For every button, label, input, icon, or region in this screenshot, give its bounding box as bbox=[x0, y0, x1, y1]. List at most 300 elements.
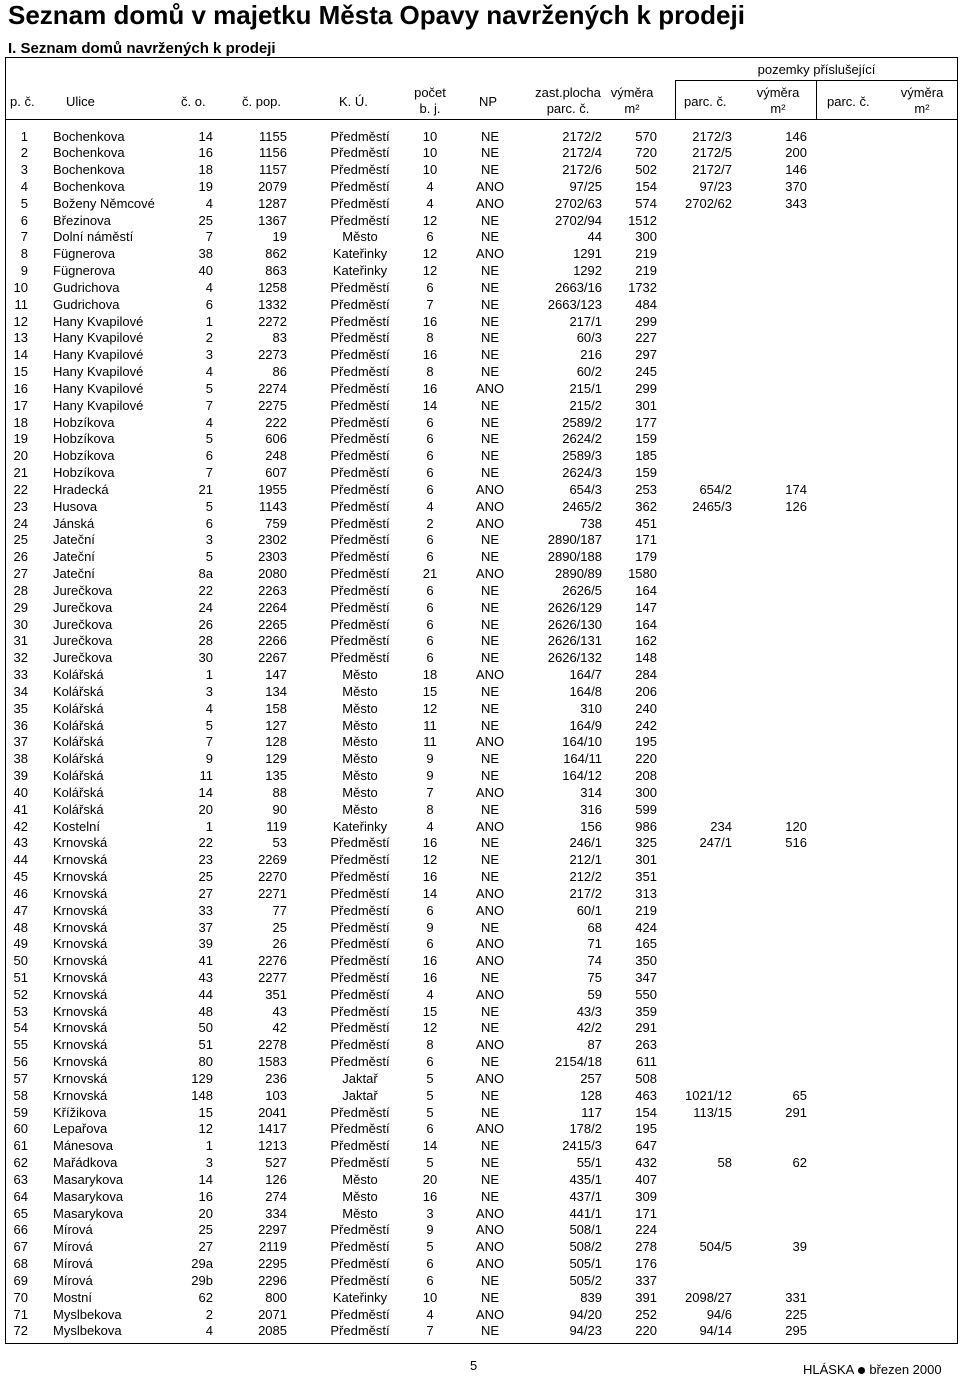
cell-zast-parc: 2172/4 bbox=[562, 145, 602, 161]
cell-c-pop: 1156 bbox=[259, 145, 287, 161]
cell-c-o: 1 bbox=[205, 1138, 213, 1154]
cell-zast-parc: 164/12 bbox=[562, 768, 602, 784]
cell-p-c: 34 bbox=[13, 683, 28, 699]
cell-k-u: Město bbox=[342, 1205, 378, 1221]
cell-ulice: Mírová bbox=[53, 1272, 93, 1288]
cell-c-o: 6 bbox=[205, 296, 213, 312]
cell-c-o: 30 bbox=[198, 650, 213, 666]
table-row bbox=[0, 144, 960, 161]
cell-zast-parc: 164/8 bbox=[569, 683, 602, 699]
cell-ulice: Husova bbox=[53, 498, 98, 514]
col-header-vymera2-1: výměra bbox=[900, 85, 944, 100]
cell-c-o: 4 bbox=[205, 364, 213, 380]
cell-c-pop: 88 bbox=[272, 784, 287, 800]
cell-vymera: 299 bbox=[635, 313, 657, 329]
cell-c-pop: 2278 bbox=[258, 1037, 287, 1053]
cell-np: ANO bbox=[475, 195, 505, 211]
table-row bbox=[0, 649, 960, 666]
cell-zast-parc: 60/1 bbox=[576, 902, 602, 918]
cell-ulice: Mírová bbox=[53, 1222, 93, 1238]
cell-pocet-bj: 6 bbox=[426, 229, 434, 245]
cell-c-pop: 606 bbox=[265, 431, 287, 447]
cell-ulice: Hany Kvapilové bbox=[53, 380, 144, 396]
bullet-icon bbox=[858, 1367, 865, 1374]
cell-p-c: 17 bbox=[13, 397, 28, 413]
col-header-vymera-2: m² bbox=[624, 101, 640, 116]
table-row bbox=[0, 1205, 960, 1222]
cell-zast-parc: 2702/94 bbox=[555, 212, 602, 228]
cell-p-c: 72 bbox=[13, 1323, 28, 1339]
cell-np: NE bbox=[480, 364, 500, 380]
cell-c-o: 20 bbox=[198, 1205, 213, 1221]
cell-k-u: Předměstí bbox=[330, 1155, 390, 1171]
table-row bbox=[0, 346, 960, 363]
col-header-zast-2: parc. č. bbox=[546, 101, 590, 116]
cell-pocet-bj: 16 bbox=[422, 970, 438, 985]
cell-np: NE bbox=[480, 212, 500, 228]
col-header-k-u: K. Ú. bbox=[339, 94, 368, 109]
cell-k-u: Předměstí bbox=[330, 835, 390, 851]
cell-p-c: 54 bbox=[13, 1020, 28, 1036]
cell-pocet-bj: 8 bbox=[426, 801, 434, 817]
cell-c-o: 22 bbox=[198, 582, 213, 598]
cell-zast-parc: 75 bbox=[587, 970, 602, 985]
cell-pocet-bj: 6 bbox=[426, 1054, 434, 1070]
cell-vymera1: 39 bbox=[792, 1239, 807, 1255]
cell-c-pop: 2079 bbox=[258, 178, 287, 194]
cell-c-o: 4 bbox=[205, 414, 213, 430]
table-row bbox=[0, 178, 960, 195]
cell-ulice: Hany Kvapilové bbox=[53, 364, 144, 380]
cell-zast-parc: 2890/187 bbox=[547, 532, 602, 548]
cell-k-u: Město bbox=[342, 683, 378, 699]
cell-vymera: 253 bbox=[635, 481, 657, 497]
cell-c-pop: 135 bbox=[265, 768, 287, 784]
table-row bbox=[0, 161, 960, 178]
cell-c-pop: 334 bbox=[265, 1205, 287, 1221]
cell-np: ANO bbox=[475, 734, 505, 750]
cell-vymera1: 200 bbox=[785, 145, 807, 161]
cell-zast-parc: 128 bbox=[580, 1087, 602, 1103]
cell-ulice: Krnovská bbox=[53, 1070, 108, 1086]
cell-c-pop: 2297 bbox=[258, 1222, 287, 1238]
cell-c-o: 15 bbox=[198, 1104, 213, 1120]
cell-p-c: 44 bbox=[13, 852, 28, 868]
cell-np: NE bbox=[480, 1020, 500, 1036]
cell-c-o: 129 bbox=[191, 1070, 213, 1086]
cell-c-o: 3 bbox=[205, 683, 213, 699]
cell-np: NE bbox=[480, 700, 500, 716]
cell-zast-parc: 1292 bbox=[573, 263, 602, 279]
cell-ulice: Krnovská bbox=[53, 902, 108, 918]
cell-c-o: 1 bbox=[205, 818, 213, 834]
cell-np: NE bbox=[480, 751, 500, 767]
cell-ulice: Myslbekova bbox=[53, 1306, 122, 1322]
cell-c-o: 62 bbox=[198, 1289, 213, 1305]
cell-ulice: Krnovská bbox=[53, 986, 108, 1002]
cell-ulice: Mostní bbox=[53, 1289, 93, 1305]
cell-p-c: 20 bbox=[13, 448, 28, 464]
cell-ulice: Krnovská bbox=[53, 852, 108, 868]
cell-zast-parc: 246/1 bbox=[569, 835, 602, 851]
cell-np: NE bbox=[480, 1323, 500, 1339]
cell-pocet-bj: 7 bbox=[426, 1323, 434, 1339]
cell-vymera: 219 bbox=[635, 902, 657, 918]
table-row bbox=[0, 1087, 960, 1104]
cell-np: ANO bbox=[475, 498, 505, 514]
cell-p-c: 22 bbox=[13, 481, 28, 497]
cell-pocet-bj: 14 bbox=[422, 1138, 438, 1154]
cell-k-u: Předměstí bbox=[330, 953, 390, 969]
section-subtitle: I. Seznam domů navržených k prodeji bbox=[8, 40, 276, 57]
cell-pocet-bj: 6 bbox=[426, 465, 434, 481]
cell-pocet-bj: 12 bbox=[422, 1020, 438, 1036]
table-row bbox=[0, 818, 960, 835]
cell-p-c: 52 bbox=[13, 986, 28, 1002]
cell-c-o: 148 bbox=[191, 1087, 213, 1103]
cell-ulice: Hradecká bbox=[53, 481, 109, 497]
cell-np: NE bbox=[480, 448, 500, 464]
cell-np: ANO bbox=[475, 818, 505, 834]
cell-np: ANO bbox=[475, 515, 505, 531]
cell-pocet-bj: 10 bbox=[422, 1289, 438, 1305]
cell-c-pop: 1367 bbox=[258, 212, 287, 228]
cell-pocet-bj: 11 bbox=[423, 734, 437, 750]
cell-k-u: Město bbox=[342, 751, 378, 767]
table-row bbox=[0, 548, 960, 565]
cell-ulice: Bochenkova bbox=[53, 128, 125, 144]
cell-np: ANO bbox=[475, 566, 505, 582]
cell-np: NE bbox=[480, 582, 500, 598]
cell-p-c: 39 bbox=[13, 768, 28, 784]
cell-np: ANO bbox=[475, 481, 505, 497]
cell-c-o: 44 bbox=[198, 986, 213, 1002]
cell-p-c: 66 bbox=[13, 1222, 28, 1238]
cell-c-pop: 863 bbox=[265, 263, 287, 279]
cell-zast-parc: 310 bbox=[580, 700, 602, 716]
cell-k-u: Město bbox=[342, 700, 378, 716]
cell-k-u: Předměstí bbox=[330, 431, 390, 447]
cell-ulice: Mařádkova bbox=[53, 1155, 118, 1171]
cell-c-o: 1 bbox=[205, 667, 213, 683]
cell-np: NE bbox=[480, 1272, 500, 1288]
cell-np: NE bbox=[480, 1003, 500, 1019]
cell-vymera1: 516 bbox=[785, 835, 807, 851]
cell-ulice: Jateční bbox=[53, 532, 95, 548]
cell-np: NE bbox=[480, 869, 500, 885]
table-row bbox=[0, 851, 960, 868]
cell-c-pop: 2277 bbox=[258, 970, 287, 985]
col-header-pocet-1: počet bbox=[414, 85, 446, 100]
cell-k-u: Předměstí bbox=[330, 549, 390, 565]
cell-c-o: 29a bbox=[191, 1256, 213, 1272]
table-row bbox=[0, 767, 960, 784]
cell-np: NE bbox=[480, 1138, 500, 1154]
cell-np: NE bbox=[480, 431, 500, 447]
cell-vymera1: 62 bbox=[792, 1155, 807, 1171]
cell-vymera: 171 bbox=[635, 1205, 657, 1221]
cell-pocet-bj: 5 bbox=[426, 1104, 434, 1120]
table-row bbox=[0, 1003, 960, 1020]
cell-ulice: Jateční bbox=[53, 549, 95, 565]
cell-ulice: Hany Kvapilové bbox=[53, 347, 144, 363]
cell-c-pop: 2269 bbox=[258, 852, 287, 868]
cell-p-c: 29 bbox=[13, 599, 28, 615]
cell-c-o: 14 bbox=[198, 784, 213, 800]
cell-c-o: 26 bbox=[198, 616, 213, 632]
cell-c-pop: 2265 bbox=[258, 616, 287, 632]
cell-k-u: Předměstí bbox=[330, 1222, 390, 1238]
cell-pocet-bj: 6 bbox=[426, 902, 434, 918]
col-header-c-pop: č. pop. bbox=[242, 94, 282, 109]
cell-p-c: 47 bbox=[13, 902, 28, 918]
cell-pocet-bj: 12 bbox=[422, 700, 438, 716]
table-row bbox=[0, 279, 960, 296]
cell-vymera1: 225 bbox=[785, 1306, 807, 1322]
cell-np: ANO bbox=[475, 178, 505, 194]
cell-c-o: 39 bbox=[198, 936, 213, 952]
cell-k-u: Město bbox=[342, 1188, 378, 1204]
cell-zast-parc: 212/2 bbox=[569, 869, 602, 885]
cell-vymera: 159 bbox=[635, 465, 657, 481]
cell-ulice: Masarykova bbox=[53, 1171, 124, 1187]
cell-k-u: Město bbox=[342, 784, 378, 800]
table-row bbox=[0, 1154, 960, 1171]
cell-k-u: Předměstí bbox=[330, 145, 390, 161]
cell-np: ANO bbox=[475, 1121, 505, 1137]
cell-parc1: 94/6 bbox=[706, 1306, 732, 1322]
cell-zast-parc: 738 bbox=[580, 515, 602, 531]
cell-ulice: Jurečkova bbox=[53, 650, 113, 666]
cell-c-pop: 2267 bbox=[258, 650, 287, 666]
cell-parc1: 2172/7 bbox=[692, 162, 732, 178]
cell-pocet-bj: 16 bbox=[422, 313, 438, 329]
cell-pocet-bj: 4 bbox=[426, 195, 434, 211]
cell-pocet-bj: 8 bbox=[426, 364, 434, 380]
cell-np: NE bbox=[480, 279, 500, 295]
cell-k-u: Předměstí bbox=[330, 1138, 390, 1154]
cell-np: NE bbox=[480, 768, 500, 784]
cell-ulice: Mírová bbox=[53, 1256, 93, 1272]
cell-p-c: 19 bbox=[13, 431, 28, 447]
cell-vymera: 165 bbox=[635, 936, 657, 952]
cell-c-o: 1 bbox=[205, 313, 213, 329]
table-row bbox=[0, 1322, 960, 1339]
col-header-vymera2-2: m² bbox=[914, 101, 930, 116]
cell-np: NE bbox=[480, 835, 500, 851]
cell-c-pop: 53 bbox=[272, 835, 287, 851]
cell-c-o: 9 bbox=[205, 751, 213, 767]
cell-c-pop: 2272 bbox=[258, 313, 287, 329]
cell-ulice: Hany Kvapilové bbox=[53, 313, 144, 329]
cell-c-pop: 86 bbox=[272, 364, 287, 380]
cell-p-c: 25 bbox=[13, 532, 28, 548]
cell-c-pop: 2080 bbox=[258, 566, 287, 582]
cell-c-pop: 351 bbox=[265, 986, 287, 1002]
cell-vymera: 159 bbox=[635, 431, 657, 447]
table-row bbox=[0, 784, 960, 801]
table-row bbox=[0, 313, 960, 330]
table-row bbox=[0, 733, 960, 750]
cell-p-c: 48 bbox=[13, 919, 28, 935]
cell-k-u: Předměstí bbox=[330, 212, 390, 228]
cell-np: NE bbox=[480, 229, 500, 245]
cell-c-pop: 1583 bbox=[258, 1054, 287, 1070]
cell-c-pop: 2276 bbox=[258, 953, 287, 969]
cell-c-pop: 862 bbox=[265, 246, 287, 262]
cell-vymera: 350 bbox=[635, 953, 657, 969]
cell-c-pop: 83 bbox=[272, 330, 287, 346]
cell-c-o: 5 bbox=[205, 498, 213, 514]
cell-pocet-bj: 11 bbox=[423, 717, 437, 733]
cell-pocet-bj: 5 bbox=[426, 1155, 434, 1171]
cell-vymera: 359 bbox=[635, 1003, 657, 1019]
cell-pocet-bj: 6 bbox=[426, 936, 434, 952]
cell-pocet-bj: 7 bbox=[426, 296, 434, 312]
cell-c-pop: 1955 bbox=[258, 481, 287, 497]
cell-c-pop: 2274 bbox=[258, 380, 287, 396]
cell-c-o: 5 bbox=[205, 549, 213, 565]
cell-k-u: Město bbox=[342, 1171, 378, 1187]
cell-p-c: 33 bbox=[13, 667, 28, 683]
cell-ulice: Jurečkova bbox=[53, 633, 113, 649]
cell-c-o: 4 bbox=[205, 279, 213, 295]
cell-pocet-bj: 6 bbox=[426, 1272, 434, 1288]
cell-c-o: 27 bbox=[198, 1239, 213, 1255]
cell-np: NE bbox=[480, 162, 500, 178]
cell-np: ANO bbox=[475, 1239, 505, 1255]
cell-p-c: 46 bbox=[13, 885, 28, 901]
cell-vymera: 245 bbox=[635, 364, 657, 380]
cell-p-c: 40 bbox=[13, 784, 28, 800]
cell-p-c: 4 bbox=[20, 178, 28, 194]
cell-p-c: 11 bbox=[14, 296, 28, 312]
table-row bbox=[0, 329, 960, 346]
cell-vymera: 508 bbox=[635, 1070, 657, 1086]
footer bbox=[803, 1362, 942, 1377]
table-row bbox=[0, 430, 960, 447]
cell-ulice: Křížikova bbox=[53, 1104, 107, 1120]
cell-c-o: 5 bbox=[205, 380, 213, 396]
table-row bbox=[0, 801, 960, 818]
cell-pocet-bj: 5 bbox=[426, 1239, 434, 1255]
cell-ulice: Kolářská bbox=[53, 751, 104, 767]
table-row bbox=[0, 245, 960, 262]
table-row bbox=[0, 902, 960, 919]
table-row bbox=[0, 1171, 960, 1188]
cell-vymera: 451 bbox=[635, 515, 657, 531]
cell-c-pop: 2295 bbox=[258, 1256, 287, 1272]
cell-p-c: 16 bbox=[13, 380, 28, 396]
cell-np: NE bbox=[480, 970, 500, 985]
cell-vymera1: 331 bbox=[785, 1289, 807, 1305]
cell-np: NE bbox=[480, 852, 500, 868]
cell-ulice: Hobzíkova bbox=[53, 431, 115, 447]
cell-np: NE bbox=[480, 1289, 500, 1305]
table-row bbox=[0, 464, 960, 481]
cell-ulice: Kolářská bbox=[53, 801, 104, 817]
cell-p-c: 28 bbox=[13, 582, 28, 598]
cell-c-pop: 26 bbox=[272, 936, 287, 952]
cell-ulice: Jánská bbox=[53, 515, 95, 531]
cell-c-pop: 1213 bbox=[258, 1138, 287, 1154]
cell-vymera: 424 bbox=[635, 919, 657, 935]
cell-ulice: Jurečkova bbox=[53, 582, 113, 598]
cell-ulice: Hobzíkova bbox=[53, 465, 115, 481]
cell-vymera: 227 bbox=[635, 330, 657, 346]
cell-c-pop: 1155 bbox=[259, 128, 287, 144]
cell-k-u: Předměstí bbox=[330, 1104, 390, 1120]
cell-zast-parc: 2626/130 bbox=[547, 616, 602, 632]
cell-pocet-bj: 16 bbox=[422, 869, 438, 885]
cell-np: NE bbox=[480, 465, 500, 481]
cell-c-o: 20 bbox=[198, 801, 213, 817]
cell-p-c: 36 bbox=[13, 717, 28, 733]
cell-np: NE bbox=[480, 128, 500, 144]
cell-c-o: 48 bbox=[198, 1003, 213, 1019]
cell-vymera: 432 bbox=[635, 1155, 657, 1171]
cell-zast-parc: 441/1 bbox=[569, 1205, 602, 1221]
cell-pocet-bj: 14 bbox=[422, 885, 438, 901]
cell-np: NE bbox=[480, 347, 500, 363]
cell-vymera: 599 bbox=[635, 801, 657, 817]
cell-pocet-bj: 3 bbox=[426, 1205, 434, 1221]
cell-zast-parc: 2626/5 bbox=[562, 582, 602, 598]
cell-ulice: Bochenkova bbox=[53, 178, 125, 194]
cell-pocet-bj: 8 bbox=[426, 1037, 434, 1053]
cell-pocet-bj: 15 bbox=[422, 1003, 438, 1019]
table-row bbox=[0, 599, 960, 616]
cell-pocet-bj: 18 bbox=[422, 667, 438, 683]
cell-np: NE bbox=[480, 616, 500, 632]
cell-c-pop: 274 bbox=[265, 1188, 287, 1204]
cell-pocet-bj: 4 bbox=[426, 498, 434, 514]
cell-np: NE bbox=[480, 633, 500, 649]
cell-c-o: 8a bbox=[198, 566, 213, 582]
cell-np: NE bbox=[480, 717, 500, 733]
table-row bbox=[0, 683, 960, 700]
cell-k-u: Předměstí bbox=[330, 970, 390, 985]
table-row bbox=[0, 1019, 960, 1036]
cell-vymera: 720 bbox=[635, 145, 657, 161]
cell-pocet-bj: 16 bbox=[422, 1188, 438, 1204]
cell-c-o: 51 bbox=[198, 1037, 213, 1053]
cell-k-u: Předměstí bbox=[330, 919, 390, 935]
cell-k-u: Předměstí bbox=[330, 582, 390, 598]
cell-np: NE bbox=[480, 397, 500, 413]
cell-p-c: 61 bbox=[13, 1138, 28, 1154]
table-row bbox=[0, 1255, 960, 1272]
cell-zast-parc: 212/1 bbox=[569, 852, 602, 868]
table-row bbox=[0, 750, 960, 767]
cell-np: ANO bbox=[475, 784, 505, 800]
cell-zast-parc: 435/1 bbox=[569, 1171, 602, 1187]
col-header-parc-2: parc. č. bbox=[827, 94, 870, 109]
cell-zast-parc: 2626/132 bbox=[547, 650, 602, 666]
cell-c-pop: 19 bbox=[272, 229, 287, 245]
cell-c-o: 3 bbox=[205, 347, 213, 363]
cell-k-u: Předměstí bbox=[330, 1306, 390, 1322]
cell-ulice: Krnovská bbox=[53, 1003, 108, 1019]
cell-p-c: 7 bbox=[20, 229, 28, 245]
cell-vymera: 147 bbox=[635, 599, 657, 615]
cell-pocet-bj: 6 bbox=[426, 532, 434, 548]
cell-np: NE bbox=[480, 1171, 500, 1187]
cell-c-pop: 129 bbox=[265, 751, 287, 767]
cell-ulice: Boženy Němcové bbox=[53, 195, 155, 211]
cell-np: NE bbox=[480, 650, 500, 666]
cell-np: NE bbox=[480, 263, 500, 279]
